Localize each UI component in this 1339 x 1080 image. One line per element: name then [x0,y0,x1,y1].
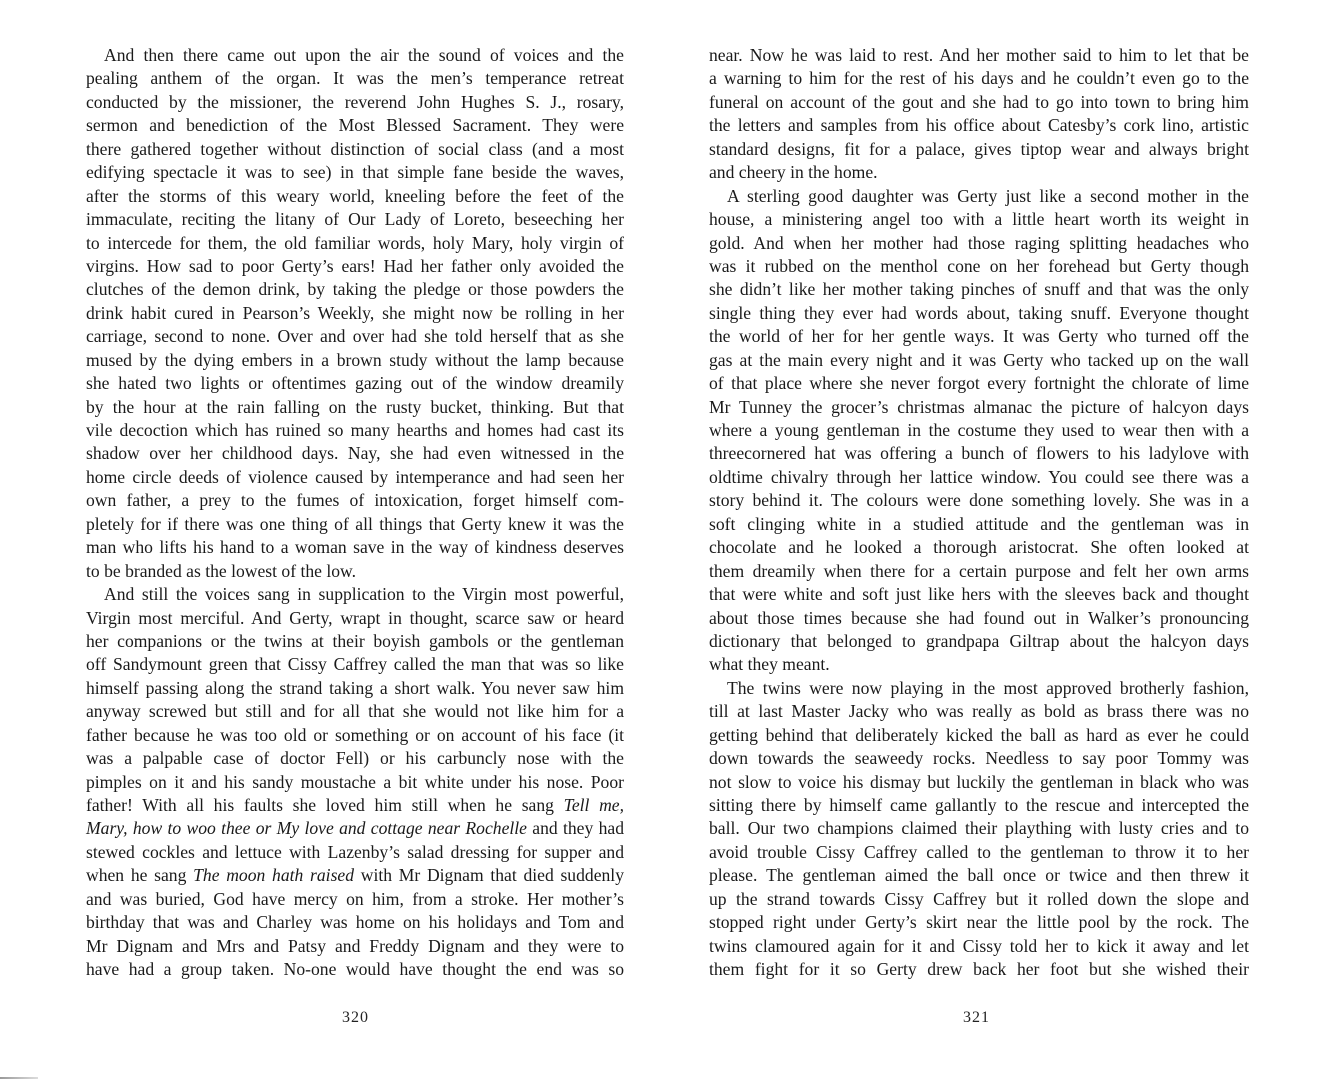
text-line: vile decoction which has ruined so many hearths and homes had cast its [86,420,624,440]
text-line: sermon and benediction of the Most Blessed Sacrament. They were [86,115,624,136]
text-line: threecornered hat was offering a bunch of flowers to his ladylove with [709,443,1249,464]
text-line: getting behind that deliberately kicked the ball as hard as ever he could [709,724,1249,745]
text-line: dictionary that belonged to grandpapa Giltrap about the halcyon days [709,630,1249,651]
text-line: chocolate and he looked a thorough aristocrat. She often looked at [709,537,1249,558]
text-line: sitting there by himself came gallantly to the rescue and intercepted the [709,795,1249,815]
text-line: down towards the seaweedy rocks. Needless to say poor Tommy was [709,748,1249,769]
text-line: story behind it. The colours were done something lovely. She was in a [709,490,1249,511]
text-line: and cheery in the home. [709,162,878,183]
text-line: Mr Tunney the grocer’s christmas almanac the picture of halcyon days [709,396,1249,417]
text-line: funeral on account of the gout and she had to go into town to bring him [709,91,1249,112]
text-line [86,817,624,840]
text-line [86,794,624,817]
text-line: stopped right under Gerty’s skirt near the little pool by the rock. The [709,912,1249,933]
text-line: to intercede for them, the old familiar words, holy Mary, holy virgin of [86,232,624,253]
text-line: the letters and samples from his office about Catesby’s cork lino, artistic [709,115,1249,136]
text-line: and was buried, God have mercy on him, from a stroke. Her mother’s [86,888,624,909]
text-run: with Mr Dignam that died suddenly [354,865,624,886]
text-line: she hated two lights or oftentimes gazing out of the window dreamily [86,373,624,394]
text-line: please. The gentleman aimed the ball once or twice and then threw it [709,865,1249,886]
text-line: oldtime chivalry through her lattice window. You could see there was a [709,466,1249,487]
text-line: birthday that was and Charley was home on his holidays and Tom and [86,912,624,933]
text-line: conducted by the missioner, the reverend John Hughes S. J., rosary, [86,91,624,112]
text-line: not slow to voice his dismay but luckily the gentleman in black who was [709,771,1249,792]
text-line: off Sandymount green that Cissy Caffrey called the man that was so like [86,654,624,675]
text-line: till at last Master Jacky who was really as bold as brass there was no [709,701,1249,722]
text-line: carriage, second to none. Over and over had she told herself that as she [86,326,624,347]
text-line: anyway screwed but still and for all that she would not like him for a [86,701,624,722]
text-line: house, a ministering angel too with a little heart worth its weight in [709,209,1249,230]
text-line: by the hour at the rain falling on the rusty bucket, thinking. But that [86,396,624,417]
text-line: home circle deeds of violence caused by intemperance and had seen her [86,466,624,487]
italic-title: The moon hath raised [193,865,355,886]
text-line: gas at the main every night and it was Gerty who tacked up on the wall [709,349,1249,370]
text-line: A sterling good daughter was Gerty just like a second mother in the [727,185,1249,206]
page-number-right: 321 [963,1009,990,1026]
text-line: And then there came out upon the air the sound of voices and the [104,45,624,65]
text-line: edifying spectacle it was to see) in that simple fane beside the waves, [86,162,624,183]
text-line: ball. Our two champions claimed their plaything with lusty cries and to [709,818,1249,839]
text-line: that were white and soft just like hers with the sleeves back and thought [709,584,1249,605]
italic-title: Tell me, [563,795,625,815]
text-line: have had a group taken. No-one would have thought the end was so [86,959,624,980]
text-run: and they had [526,818,624,839]
text-line: was it rubbed on the menthol cone on her forehead but Gerty though [709,255,1249,276]
text-line: them dreamily when there for a certain purpose and felt her own arms [709,560,1249,581]
text-line: them fight for it so Gerty drew back her foot but she wished their [709,959,1249,980]
text-line: where a young gentleman in the costume they used to wear then with a [709,420,1249,440]
italic-title: Mary, how to woo thee or My love and cottage near Rochelle [86,818,527,839]
text-line: stewed cockles and lettuce with Lazenby’s salad dressing for supper and [86,841,624,862]
text-line: what they meant. [709,654,830,675]
text-line: man who lifts his hand to a woman save in the way of kindness deserves [86,537,624,558]
text-line [86,864,624,887]
text-line: up the strand towards Cissy Caffrey but it rolled down the slope and [709,888,1249,909]
text-line: a warning to him for the rest of his days and he couldn’t even go to the [709,68,1249,89]
text-line: And still the voices sang in supplication to the Virgin most powerful, [104,584,624,605]
text-line: pletely for if there was one thing of all things that Gerty knew it was the [86,513,624,534]
text-line: avoid trouble Cissy Caffrey called to the gentleman to throw it to her [709,841,1249,862]
text-line: virgins. How sad to poor Gerty’s ears! Had her father only avoided the [86,255,624,276]
text-line: soft clinging white in a studied attitude and the gentleman was in [709,513,1249,534]
text-line: The twins were now playing in the most approved brotherly fashion, [727,677,1249,698]
scan-edge-mark [0,1077,38,1079]
text-line: there gathered together without distinction of social class (and a most [86,138,624,159]
text-line: clutches of the demon drink, by taking the pledge or those powders the [86,279,624,300]
text-line: the world of her for her gentle ways. It was Gerty who turned off the [709,326,1249,347]
text-line: mused by the dying embers in a brown study without the lamp because [86,349,624,370]
text-run: when he sang [86,865,194,886]
page-number-left: 320 [342,1009,369,1026]
text-line: drink habit cured in Pearson’s Weekly, she might now be rolling in her [86,302,624,323]
text-line: immaculate, reciting the litany of Our Lady of Loreto, beseeching her [86,209,624,230]
text-line: to be branded as the lowest of the low. [86,560,357,581]
text-line: about those times because she had found out in Walker’s pronouncing [709,607,1249,628]
left-page-text [86,44,624,982]
text-line: shadow over her childhood days. Nay, she had even witnessed in the [86,443,624,464]
text-line: pealing anthem of the organ. It was the men’s temperance retreat [86,68,624,89]
text-line: Mr Dignam and Mrs and Patsy and Freddy Dignam and they were to [86,935,624,956]
text-line: own father, a prey to the fumes of intoxication, forget himself com- [86,490,624,511]
text-line: gold. And when her mother had those raging splitting headaches who [709,232,1249,253]
text-line: standard designs, fit for a palace, gives tiptop wear and always bright [709,138,1249,159]
text-run: father! With all his faults she loved him still when he sang [86,795,564,815]
text-line: pimples on it and his sandy moustache a bit white under his nose. Poor [86,771,624,792]
text-line: was a palpable case of doctor Fell) or his carbuncly nose with the [86,748,624,769]
text-line: she didn’t like her mother taking pinches of snuff and that was the only [709,279,1249,300]
text-line: father because he was too old or something or on account of his face (it [86,724,624,745]
text-line: her companions or the twins at their boyish gambols or the gentleman [86,630,624,651]
text-line: single thing they ever had words about, taking snuff. Everyone thought [709,302,1249,323]
text-line: twins clamoured again for it and Cissy told her to kick it away and let [709,935,1249,956]
text-line: Virgin most merciful. And Gerty, wrapt in thought, scarce saw or heard [86,607,624,628]
text-line: after the storms of this weary world, kneeling before the feet of the [86,185,624,206]
right-page-text [709,44,1249,982]
text-line: of that place where she never forgot every fortnight the chlorate of lime [709,373,1249,394]
text-line: himself passing along the strand taking a short walk. You never saw him [86,677,624,698]
text-line: near. Now he was laid to rest. And her mother said to him to let that be [709,45,1249,65]
